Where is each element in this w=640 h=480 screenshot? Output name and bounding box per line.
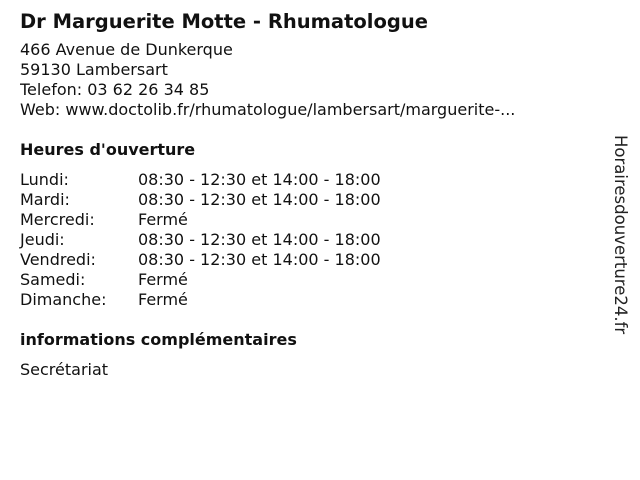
hours-day: Mercredi: bbox=[20, 210, 95, 229]
additional-info-heading: informations complémentaires bbox=[20, 330, 297, 349]
hours-row-tuesday bbox=[20, 190, 600, 210]
hours-time: 08:30 - 12:30 et 14:00 - 18:00 bbox=[138, 250, 381, 269]
practitioner-card bbox=[20, 8, 600, 380]
hours-day: Lundi: bbox=[20, 170, 69, 189]
hours-time: 08:30 - 12:30 et 14:00 - 18:00 bbox=[138, 190, 381, 209]
hours-day: Samedi: bbox=[20, 270, 86, 289]
hours-day: Mardi: bbox=[20, 190, 70, 209]
hours-time: Fermé bbox=[138, 270, 188, 289]
hours-time: 08:30 - 12:30 et 14:00 - 18:00 bbox=[138, 170, 381, 189]
address-line-2: 59130 Lambersart bbox=[20, 60, 168, 79]
hours-time: Fermé bbox=[138, 290, 188, 309]
hours-row-wednesday bbox=[20, 210, 600, 230]
hours-row-saturday bbox=[20, 270, 600, 290]
hours-day: Jeudi: bbox=[20, 230, 65, 249]
hours-day: Vendredi: bbox=[20, 250, 96, 269]
hours-row-sunday bbox=[20, 290, 600, 310]
additional-info-text: Secrétariat bbox=[20, 360, 109, 379]
practitioner-title: Dr Marguerite Motte - Rhumatologue bbox=[20, 10, 428, 33]
opening-hours-list bbox=[20, 170, 600, 310]
phone-line: Telefon: 03 62 26 34 85 bbox=[20, 80, 210, 99]
web-line: Web: www.doctolib.fr/rhumatologue/lambersart/marguerite-... bbox=[20, 100, 516, 119]
address-line-1: 466 Avenue de Dunkerque bbox=[20, 40, 233, 59]
hours-day: Dimanche: bbox=[20, 290, 107, 309]
hours-row-monday bbox=[20, 170, 600, 190]
hours-row-thursday bbox=[20, 230, 600, 250]
hours-time: Fermé bbox=[138, 210, 188, 229]
opening-hours-heading: Heures d'ouverture bbox=[20, 140, 196, 159]
hours-time: 08:30 - 12:30 et 14:00 - 18:00 bbox=[138, 230, 381, 249]
site-watermark: Horairesdouverture24.fr bbox=[611, 135, 630, 335]
hours-row-friday bbox=[20, 250, 600, 270]
